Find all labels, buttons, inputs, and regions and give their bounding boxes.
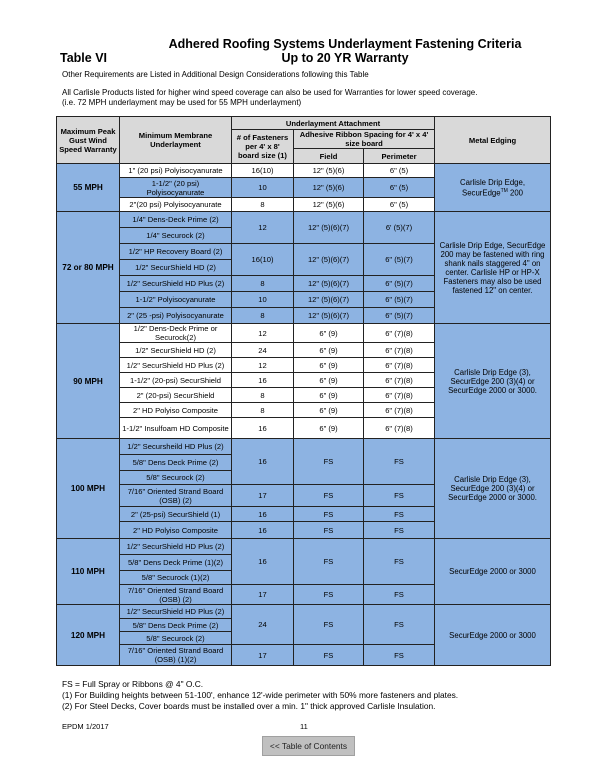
page-title [150,37,540,65]
header-underlayment-attachment: Underlayment Attachment [232,117,435,130]
speed-120: 120 MPH [57,605,120,666]
perimeter-cell: 6" (7)(8) [364,373,435,388]
underlayment-cell: 2"(20 psi) Polyisocyanurate [120,198,232,212]
fasteners-cell: 16 [232,373,294,388]
fasteners-cell: 16(10) [232,164,294,178]
field-cell: 12" (5)(6)(7) [294,244,364,276]
perimeter-cell: 6" (7)(8) [364,324,435,343]
underlayment-cell: 1/2" SecurShield HD Plus (2) [120,605,232,619]
edging-72-80: Carlisle Drip Edge, SecurEdge 200 may be fastened with ring shank nails staggered 4" on center. Carlisle HP or HP-X Fasteners may also be used fastened 12" on center. [435,212,551,324]
underlayment-cell: 7/16" Oriented Strand Board (OSB) (2) [120,485,232,507]
edging-55-main: Carlisle Drip Edge, SecurEdge [460,177,526,198]
note-line-1: All Carlisle Products listed for higher wind speed coverage can also be used for Warranties for lower speed coverage. [62,88,478,97]
field-cell: FS [294,485,364,507]
underlayment-cell: 7/16" Oriented Strand Board (OSB) (2) [120,585,232,605]
fasteners-cell: 17 [232,645,294,666]
perimeter-cell: 6" (5)(7) [364,276,435,292]
field-cell: 6" (9) [294,358,364,373]
perimeter-cell: 6" (7)(8) [364,388,435,403]
perimeter-cell: 6" (7)(8) [364,418,435,439]
trademark-sup: TM [500,187,508,194]
underlayment-cell: 5/8" Securock (2) [120,632,232,645]
doc-id: EPDM 1/2017 [62,722,109,731]
perimeter-cell: 6" (7)(8) [364,403,435,418]
field-cell: 12" (5)(6) [294,198,364,212]
underlayment-cell: 7/16" Oriented Strand Board (OSB) (1)(2) [120,645,232,666]
field-cell: 12" (5)(6)(7) [294,292,364,308]
fasteners-cell: 12 [232,212,294,244]
fasteners-cell: 24 [232,343,294,358]
footnote-1: (1) For Building heights between 51-100', enhance 12'-wide perimeter with 50% more fasteners and plates. [62,690,459,700]
perimeter-cell: 6" (5) [364,198,435,212]
field-cell: 6" (9) [294,324,364,343]
speed-72-80: 72 or 80 MPH [57,212,120,324]
underlayment-cell: 1-1/2" (20-psi) SecurShield [120,373,232,388]
title-line-1: Adhered Roofing Systems Underlayment Fastening Criteria [168,37,522,51]
perimeter-cell: FS [364,585,435,605]
underlayment-cell: 1/2" SecurShield HD Plus (2) [120,276,232,292]
underlayment-cell: 2" HD Polyiso Composite [120,403,232,418]
fasteners-cell: 17 [232,485,294,507]
header-max-gust: Maximum Peak Gust Wind Speed Warranty [57,117,120,164]
field-cell: FS [294,507,364,522]
underlayment-cell: 2" (25-psi) SecurShield (1) [120,507,232,522]
underlayment-cell: 1-1/2" Polyisocyanurate [120,292,232,308]
field-cell: 6" (9) [294,403,364,418]
field-cell: FS [294,522,364,539]
speed-55: 55 MPH [57,164,120,212]
title-line-2: Up to 20 YR Warranty [281,51,409,65]
header-perimeter: Perimeter [364,149,435,164]
speed-110: 110 MPH [57,539,120,605]
fasteners-cell: 8 [232,276,294,292]
underlayment-cell: 1/2" HP Recovery Board (2) [120,244,232,260]
fasteners-cell: 10 [232,292,294,308]
field-cell: 12" (5)(6)(7) [294,308,364,324]
other-requirements-note: Other Requirements are Listed in Additional Design Considerations following this Table [62,70,369,79]
field-cell: FS [294,645,364,666]
underlayment-cell: 5/8" Dens Deck Prime (1)(2) [120,555,232,571]
fasteners-cell: 16 [232,439,294,485]
perimeter-cell: FS [364,485,435,507]
perimeter-cell: 6' (5)(7) [364,212,435,244]
perimeter-cell: 6" (5)(7) [364,244,435,276]
header-field: Field [294,149,364,164]
fasteners-cell: 8 [232,308,294,324]
fasteners-cell: 17 [232,585,294,605]
field-cell: FS [294,439,364,485]
underlayment-cell: 1/2" SecurShield HD Plus (2) [120,539,232,555]
field-cell: 6" (9) [294,373,364,388]
note-line-2: (i.e. 72 MPH underlayment may be used for 55 MPH underlayment) [62,98,302,107]
underlayment-cell: 1-1/2" (20 psi) Polyisocyanurate [120,178,232,198]
table-of-contents-button[interactable]: << Table of Contents [262,736,355,756]
footnote-fs: FS = Full Spray or Ribbons @ 4" O.C. [62,679,204,689]
underlayment-cell: 1/2" Secursheild HD Plus (2) [120,439,232,455]
perimeter-cell: 6" (5)(7) [364,308,435,324]
field-cell: 12" (5)(6)(7) [294,212,364,244]
perimeter-cell: FS [364,539,435,585]
field-cell: 6" (9) [294,388,364,403]
edging-100: Carlisle Drip Edge (3), SecurEdge 200 (3)(4) or SecurEdge 2000 or 3000. [435,439,551,539]
perimeter-cell: FS [364,605,435,645]
fasteners-cell: 8 [232,403,294,418]
perimeter-cell: 6" (7)(8) [364,358,435,373]
underlayment-cell: 1-1/2" Insulfoam HD Composite [120,418,232,439]
field-cell: FS [294,605,364,645]
page-number: 11 [300,722,308,731]
edging-55 [435,164,551,212]
underlayment-cell: 1/2" SecurShield HD Plus (2) [120,358,232,373]
perimeter-cell: 6" (5) [364,164,435,178]
fasteners-cell: 12 [232,358,294,373]
underlayment-cell: 2" HD Polyiso Composite [120,522,232,539]
field-cell: FS [294,585,364,605]
underlayment-cell: 1/4" Dens-Deck Prime (2) [120,212,232,228]
fasteners-cell: 16 [232,539,294,585]
fastening-criteria-table [56,116,551,666]
header-fasteners: # of Fasteners per 4' x 8' board size (1) [232,130,294,164]
fasteners-cell: 16(10) [232,244,294,276]
underlayment-cell: 1/2" SecurShield HD (2) [120,260,232,276]
perimeter-cell: FS [364,507,435,522]
fasteners-cell: 8 [232,198,294,212]
field-cell: 12" (5)(6) [294,178,364,198]
underlayment-cell: 1/2" SecurShield HD (2) [120,343,232,358]
fasteners-cell: 8 [232,388,294,403]
field-cell: FS [294,539,364,585]
perimeter-cell: FS [364,439,435,485]
underlayment-cell: 1/2" Dens-Deck Prime or Securock(2) [120,324,232,343]
perimeter-cell: 6" (5) [364,178,435,198]
table-id: Table VI [60,51,108,65]
header-min-membrane: Minimum Membrane Underlayment [120,117,232,164]
underlayment-cell: 5/8" Securock (2) [120,471,232,485]
fasteners-cell: 10 [232,178,294,198]
fasteners-cell: 12 [232,324,294,343]
speed-100: 100 MPH [57,439,120,539]
header-metal-edging: Metal Edging [435,117,551,164]
edging-90: Carlisle Drip Edge (3), SecurEdge 200 (3)(4) or SecurEdge 2000 or 3000. [435,324,551,439]
underlayment-cell: 5/8" Dens Deck Prime (2) [120,455,232,471]
underlayment-cell: 5/8" Dens Deck Prime (2) [120,619,232,632]
edging-55-tail: 200 [507,188,524,198]
underlayment-cell: 2" (20-psi) SecurShield [120,388,232,403]
field-cell: 12" (5)(6)(7) [294,276,364,292]
fasteners-cell: 16 [232,418,294,439]
fasteners-cell: 16 [232,522,294,539]
field-cell: 6" (9) [294,343,364,358]
header-ribbon-spacing: Adhesive Ribbon Spacing for 4' x 4' size board [294,130,435,149]
underlayment-cell: 2" (25 -psi) Polyisocyanurate [120,308,232,324]
footnote-2: (2) For Steel Decks, Cover boards must be installed over a min. 1" thick approved Carlisle Insulation. [62,701,436,711]
underlayment-cell: 1/4" Securock (2) [120,228,232,244]
edging-110: SecurEdge 2000 or 3000 [435,539,551,605]
fasteners-cell: 16 [232,507,294,522]
underlayment-cell: 5/8" Securock (1)(2) [120,571,232,585]
perimeter-cell: 6" (5)(7) [364,292,435,308]
field-cell: 6" (9) [294,418,364,439]
field-cell: 12" (5)(6) [294,164,364,178]
perimeter-cell: 6" (7)(8) [364,343,435,358]
edging-120: SecurEdge 2000 or 3000 [435,605,551,666]
speed-90: 90 MPH [57,324,120,439]
perimeter-cell: FS [364,645,435,666]
underlayment-cell: 1" (20 psi) Polyisocyanurate [120,164,232,178]
fasteners-cell: 24 [232,605,294,645]
perimeter-cell: FS [364,522,435,539]
